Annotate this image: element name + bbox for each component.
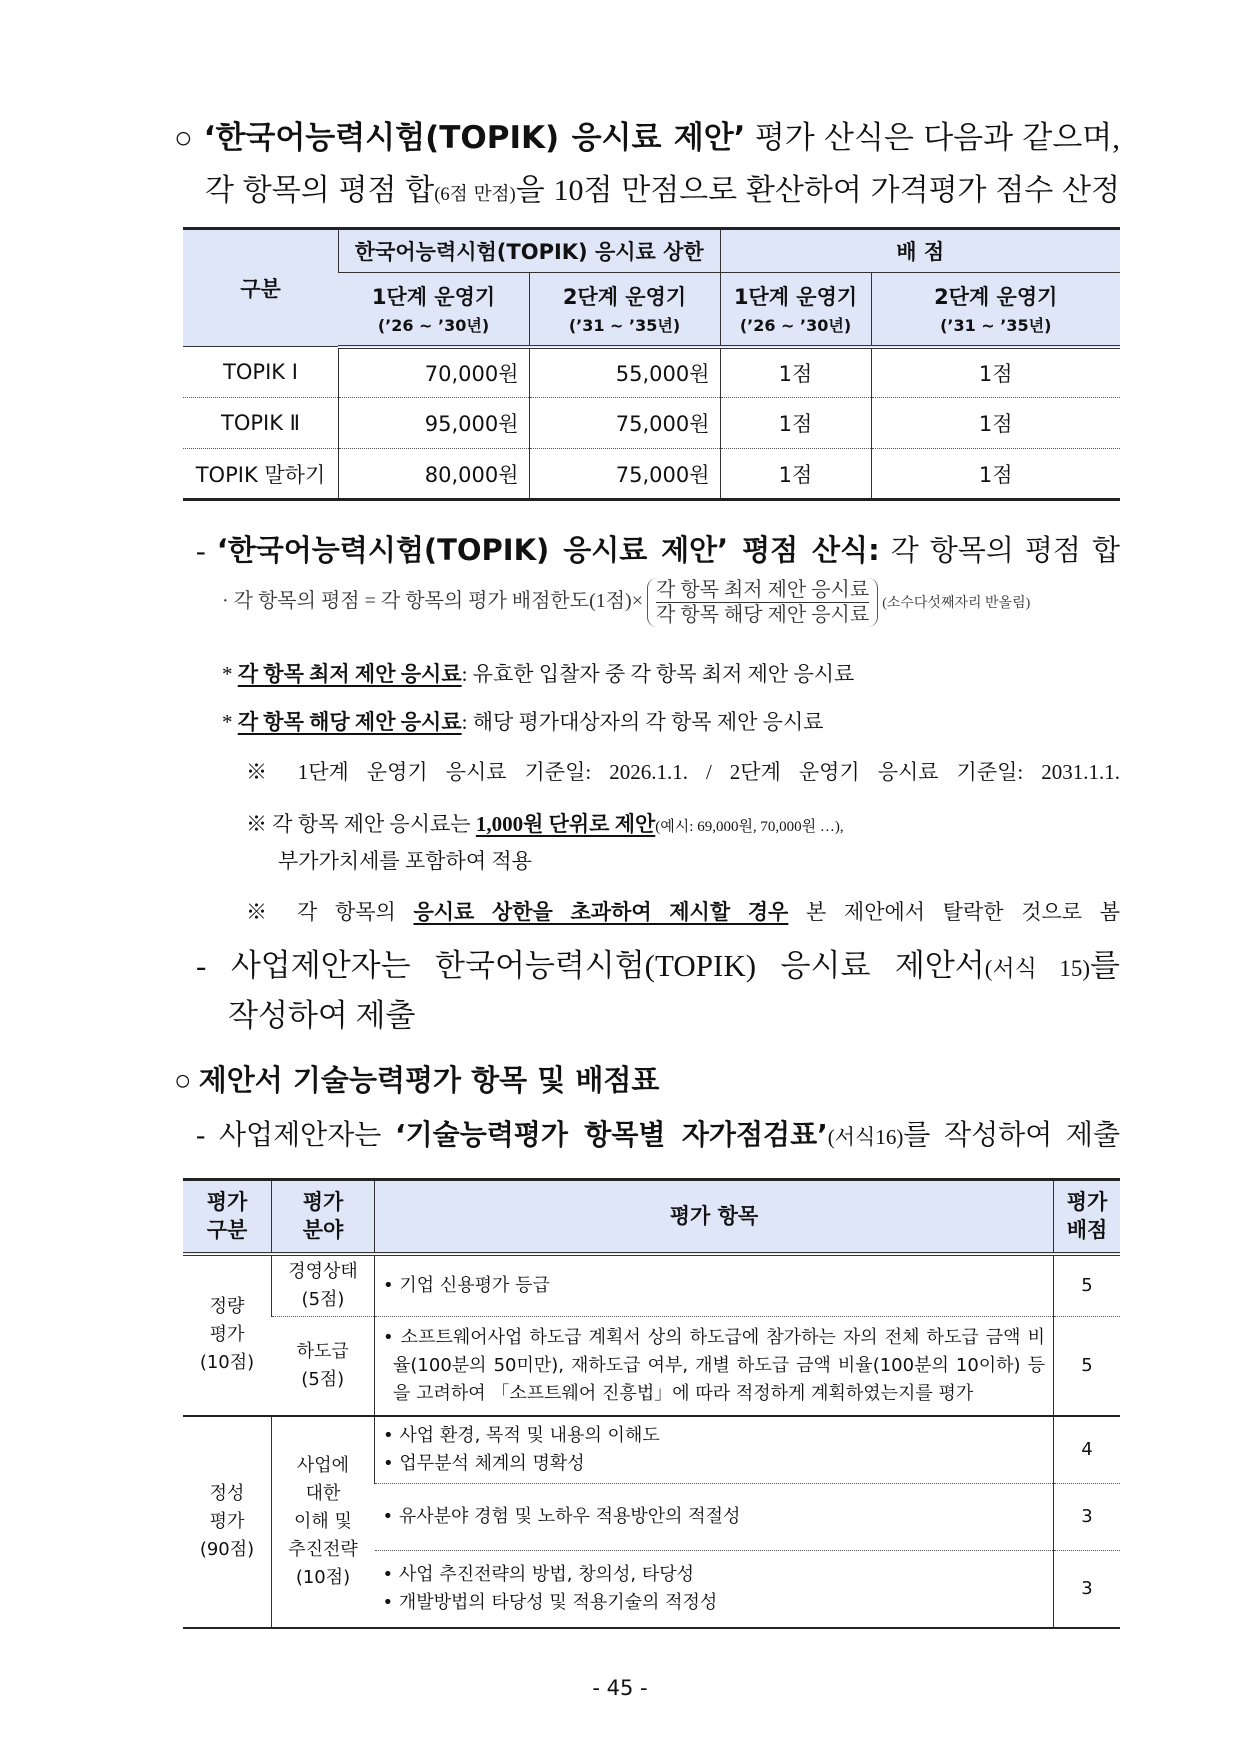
intro-text: 평가 산식은 다음과 같으며, [745,120,1120,155]
score-cell: 3 [1054,1483,1121,1550]
table-row [183,347,1120,398]
header-score: 배 점 [720,229,1120,273]
cell: TOPIK 말하기 [183,449,339,500]
item-cell: • 기업 신용평가 등급 [375,1254,1054,1317]
note-line: * 각 항목 최저 제안 응시료: 유효한 입찰자 중 각 항목 최저 제안 응시료 [222,662,855,686]
table-row [183,398,1120,449]
header-fee-cap: 한국어능력시험(TOPIK) 응시료 상한 [339,229,721,273]
table-row [183,449,1120,500]
sub-header: 2단계 운영기 (’31 ~ ’35년) [871,273,1120,347]
cell: 75,000원 [529,449,720,500]
score-cell: 5 [1054,1316,1121,1416]
remark-line: ※ 각 항목의 응시료 상한을 초과하여 제시할 경우 본 제안에서 탈락한 것으로 봄 [246,900,1120,924]
intro-line-2 [205,165,1120,209]
technical-evaluation-table [183,1178,1120,1629]
header-cell: 평가 항목 [375,1180,1054,1254]
table-row [183,1416,1120,1483]
note-line: * 각 항목 해당 제안 응시료: 해당 평가대상자의 각 항목 제안 응시료 [222,710,824,734]
score-cell: 4 [1054,1416,1121,1483]
fraction: $\frac{\text{각 항목 최저 제안 응시료}}{\text{각 항목 해당 제안 응시료}}$ [647,578,878,627]
section-2-subtitle: - 사업제안자는 ‘기술능력평가 항목별 자가점검표’(서식16)를 작성하여 제출 [196,1118,1121,1151]
cell: 70,000원 [339,347,530,398]
header-cell: 평가 분야 [272,1180,375,1254]
sub-header: 1단계 운영기 (’26 ~ ’30년) [339,273,530,347]
cell: 1점 [871,347,1120,398]
field-cell: 경영상태 (5점) [272,1254,375,1317]
intro-small: (6점 만점) [434,184,516,205]
item-cell: • 유사분야 경험 및 노하우 적용방안의 적절성 [375,1483,1054,1550]
cell: 80,000원 [339,449,530,500]
cell: 1점 [871,398,1120,449]
cell: 1점 [720,398,871,449]
item-cell: • 소프트웨어사업 하도급 계획서 상의 하도급에 참가하는 자의 전체 하도급 금액 비율(100분의 50미만), 재하도급 여부, 개별 하도급 금액 비율(100분의 10이하) 등을 고려하여 「소프트웨어 진흥법」에 따라 적정하게 계획하였는지를 평가 [375,1316,1054,1416]
header-cell: 평가 구분 [183,1180,272,1254]
score-cell: 5 [1054,1254,1121,1317]
sub-header: 2단계 운영기 (’31 ~ ’35년) [529,273,720,347]
formula-title: - ‘한국어능력시험(TOPIK) 응시료 제안’ 평점 산식: 각 항목의 평점 합 [196,533,1120,567]
cell: TOPIK Ⅱ [183,398,339,449]
table-row [183,1254,1120,1317]
category-cell: 정성 평가 (90점) [183,1416,272,1628]
remark-line: 부가가치세를 포함하여 적용 [278,849,532,873]
item-cell: • 사업 환경, 목적 및 내용의 이해도 • 업무분석 체계의 명확성 [375,1416,1054,1483]
intro-text: 을 10점 만점으로 환산하여 가격평가 점수 산정 [515,174,1121,207]
header-category: 구분 [183,229,339,347]
category-cell: 정량 평가 (10점) [199,1296,255,1374]
field-cell: 사업에 대한 이해 및 추진전략 (10점) [272,1416,375,1628]
table-row [183,1316,1120,1416]
intro-line-1 [174,112,1120,157]
cell: 75,000원 [529,398,720,449]
section-2-title: ○ 제안서 기술능력평가 항목 및 배점표 [174,1063,660,1097]
submit-line-1: - 사업제안자는 한국어능력시험(TOPIK) 응시료 제안서(서식 15)를 [196,948,1120,983]
intro-bold: ‘한국어능력시험(TOPIK) 응시료 제안’ [203,120,746,156]
field-cell: 하도급 (5점) [272,1316,375,1416]
cell: 55,000원 [529,347,720,398]
cell: 1점 [720,347,871,398]
score-cell: 3 [1054,1550,1121,1628]
formula: · 각 항목의 평점 = 각 항목의 평가 배점한도(1점)× $\frac{\text{각 항목 최저 제안 응시료}}{\text{각 항목 해당 제안 응시료}}$ (소수다섯째자리 반올림) [222,579,1031,626]
page-number: - 45 - [592,1676,648,1700]
remark-line: ※ 각 항목 제안 응시료는 1,000원 단위로 제안(예시: 69,000원, 70,000원 …), [246,812,844,836]
cell: TOPIK Ⅰ [223,360,298,384]
cell: 1점 [720,449,871,500]
item-cell: • 사업 추진전략의 방법, 창의성, 타당성 • 개발방법의 타당성 및 적용기술의 적정성 [375,1550,1054,1628]
cell: 95,000원 [339,398,530,449]
intro-text: 각 항목의 평점 합 [205,174,435,207]
fee-cap-table [183,227,1120,501]
cell: 1점 [871,449,1120,500]
sub-header: 1단계 운영기 (’26 ~ ’30년) [720,273,871,347]
remark-line: ※ 1단계 운영기 응시료 기준일: 2026.1.1. / 2단계 운영기 응시료 기준일: 2031.1.1. [246,760,1120,784]
circle-bullet: ○ [174,120,195,155]
submit-line-2: 작성하여 제출 [228,998,416,1033]
header-cell: 평가 배점 [1054,1180,1121,1254]
